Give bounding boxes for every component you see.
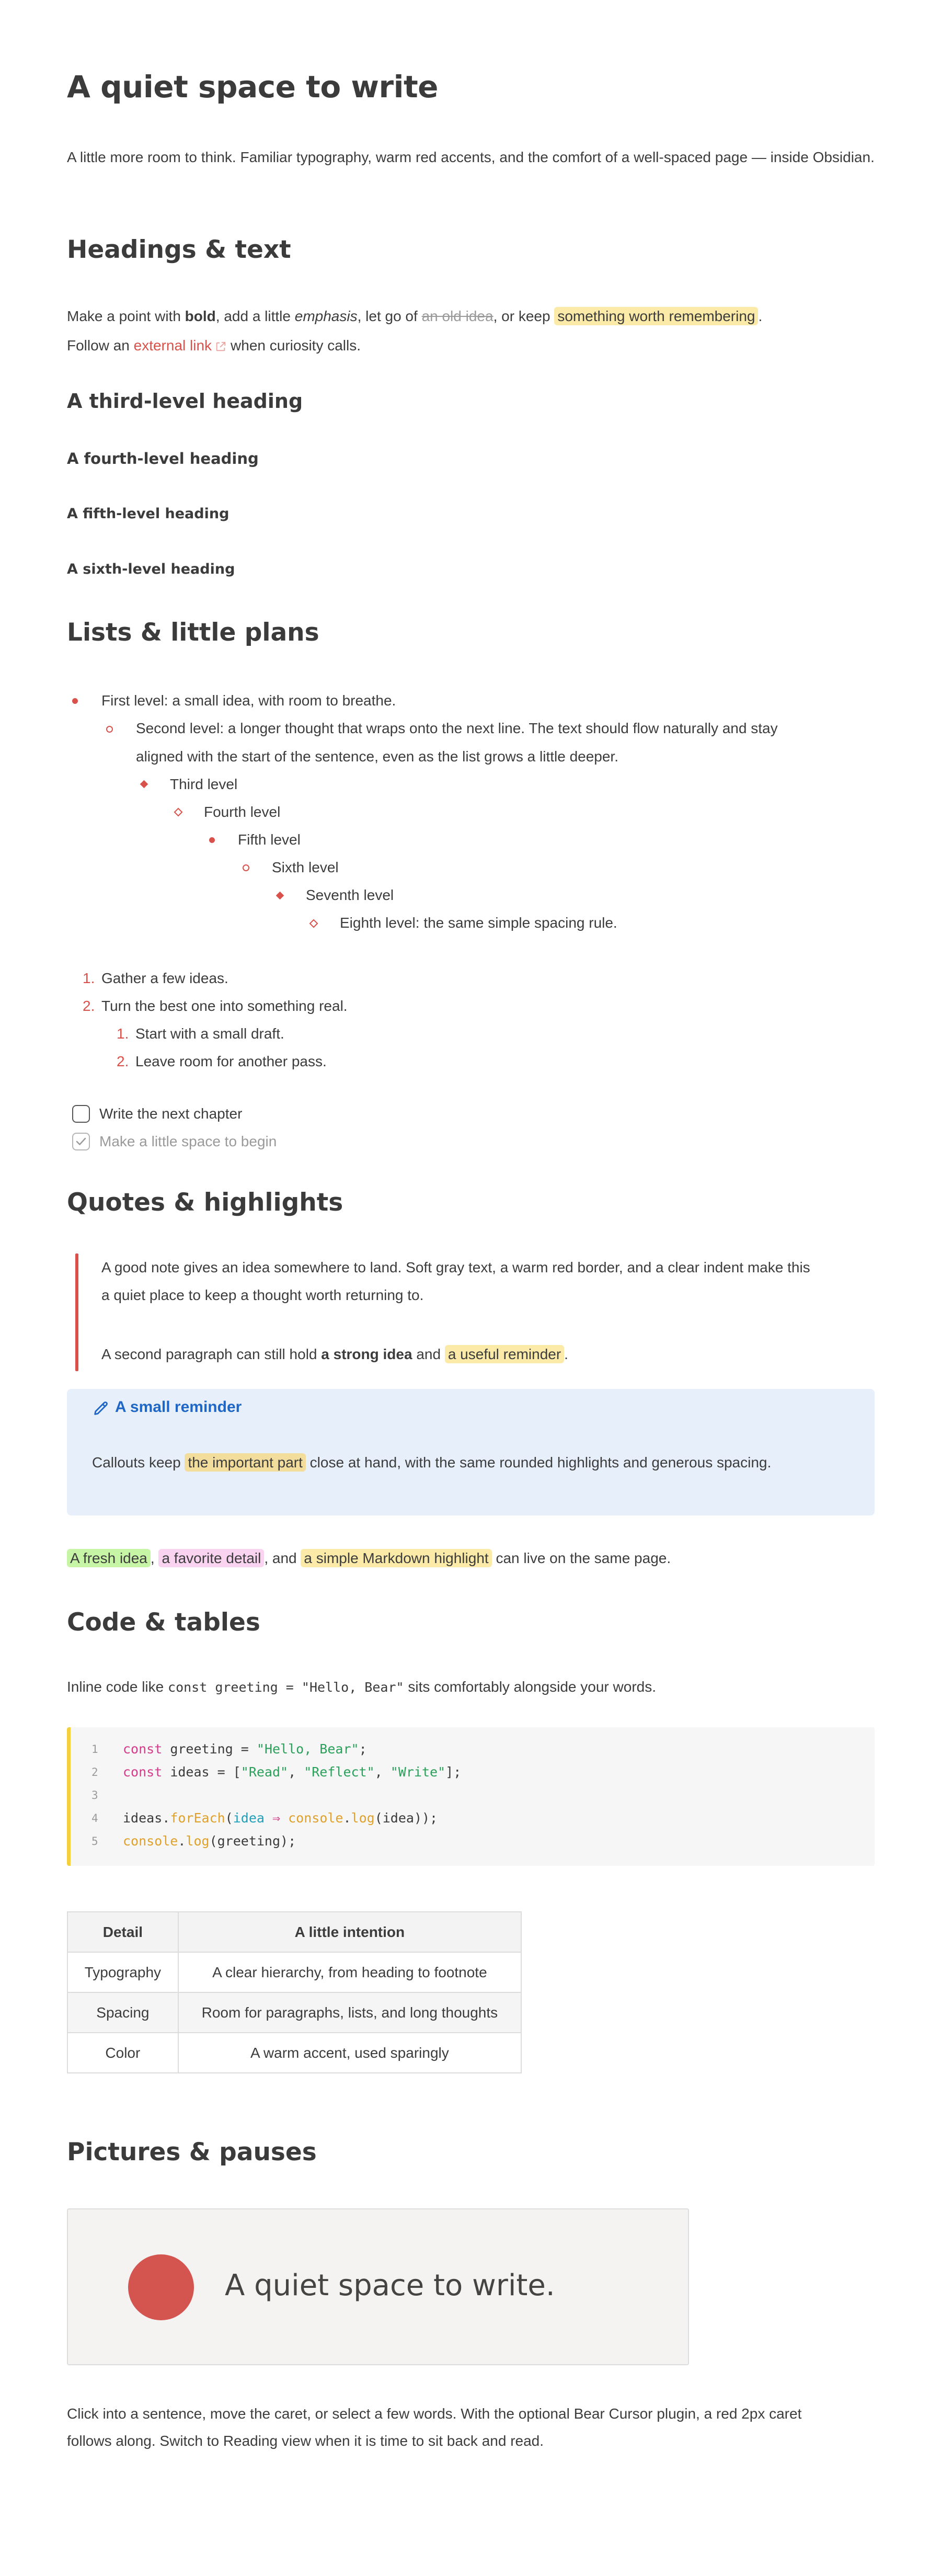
external-link-icon — [215, 341, 226, 352]
line-number: 3 — [91, 1789, 98, 1802]
text-run: can live on the same page. — [491, 1550, 671, 1566]
table-row — [67, 1992, 521, 2033]
code-keyword: const — [123, 1764, 163, 1780]
code-object: console — [123, 1833, 178, 1849]
text-run: , add a little — [215, 308, 295, 324]
callout — [67, 1389, 875, 1515]
section-heading-quotes: Quotes & highlights — [67, 1188, 343, 1217]
list-item: Fifth level — [238, 831, 301, 848]
red-circle-shape — [128, 2254, 194, 2320]
text-line: Click into a sentence, move the caret, or select a few words. With the optional Bear Cursor plugin, a red 2px caret — [67, 2406, 802, 2422]
highlight-yellow: a simple Markdown highlight — [301, 1549, 491, 1567]
list-item: Fourth level — [204, 804, 281, 820]
line-number: 4 — [91, 1812, 98, 1825]
page-title: A quiet space to write — [67, 69, 439, 105]
pencil-icon — [92, 1399, 110, 1417]
code-function: forEach — [170, 1810, 225, 1826]
table-cell: Spacing — [67, 1992, 178, 2033]
task-item-done: Make a little space to begin — [99, 1133, 277, 1149]
strikethrough-text: an old idea — [421, 308, 494, 324]
list-item: Second level: a longer thought that wraps onto the next line. The text should flow naturally and stay — [136, 720, 778, 736]
code-text: ideas. — [123, 1810, 170, 1826]
code-text: . — [343, 1810, 351, 1826]
inline-code-paragraph — [67, 1672, 875, 1702]
code-function: log — [186, 1833, 210, 1849]
bullet-level-2 — [106, 726, 113, 733]
code-text: , — [288, 1764, 304, 1780]
code-string: "Write" — [390, 1764, 446, 1780]
highlight-pink: a favorite detail — [158, 1549, 264, 1567]
inline-code: const greeting = "Hello, Bear" — [168, 1680, 404, 1695]
code-line-4 — [123, 1810, 438, 1826]
callout-title: A small reminder — [115, 1398, 242, 1416]
blockquote-border — [75, 1253, 78, 1371]
bold-text: bold — [185, 308, 216, 324]
table-header-cell: Detail — [67, 1912, 178, 1952]
text-run: Inline code like — [67, 1679, 168, 1695]
text-run: Make a point with — [67, 308, 185, 324]
text-run: A second paragraph can still hold — [101, 1346, 322, 1362]
code-function: log — [351, 1810, 375, 1826]
section-heading-pictures: Pictures & pauses — [67, 2138, 317, 2167]
list-item-continuation: aligned with the start of the sentence, even as the list grows a little deeper. — [136, 748, 618, 765]
highlight-text: something worth remembering — [554, 307, 758, 325]
text-line: follows along. Switch to Reading view when it is time to sit back and read. — [67, 2433, 544, 2449]
bullet-level-4 — [174, 808, 183, 817]
text-run: , and — [264, 1550, 301, 1566]
line-number: 5 — [91, 1835, 98, 1848]
quote-line: a quiet place to keep a thought worth returning to. — [101, 1287, 424, 1303]
bullet-level-8 — [309, 919, 318, 928]
section-heading-lists: Lists & little plans — [67, 618, 319, 647]
code-text: (idea)); — [374, 1810, 438, 1826]
code-keyword: const — [123, 1741, 163, 1757]
code-block[interactable] — [67, 1727, 875, 1866]
task-checkbox-unchecked[interactable] — [72, 1105, 90, 1123]
text-run: close at hand, with the same rounded highlights and generous spacing. — [305, 1454, 772, 1471]
task-item: Write the next chapter — [99, 1105, 243, 1122]
code-line-1 — [123, 1741, 367, 1757]
text-run: sits comfortably alongside your words. — [404, 1679, 656, 1695]
data-table — [67, 1911, 522, 2073]
text-run: Callouts keep — [92, 1454, 185, 1471]
text-run: , or keep — [493, 308, 555, 324]
highlight-text: the important part — [185, 1453, 305, 1472]
table-cell: A warm accent, used sparingly — [178, 2033, 521, 2073]
emphasis-text: emphasis — [294, 308, 358, 324]
code-text: greeting = — [162, 1741, 257, 1757]
list-number: 2. — [117, 1053, 129, 1069]
code-text: , — [374, 1764, 391, 1780]
bullet-level-6 — [243, 864, 249, 871]
code-string: "Reflect" — [304, 1764, 375, 1780]
list-item: Eighth level: the same simple spacing rule. — [340, 915, 617, 931]
list-number: 2. — [83, 998, 95, 1014]
ordered-item: Turn the best one into something real. — [101, 998, 348, 1014]
heading-level-3: A third-level heading — [67, 390, 303, 413]
callout-body — [92, 1448, 860, 1477]
section-heading-code: Code & tables — [67, 1608, 260, 1637]
code-text: (greeting); — [209, 1833, 296, 1849]
table-row — [67, 1952, 521, 1992]
text-run: Follow an — [67, 337, 134, 354]
image-caption-text: A quiet space to write. — [225, 2269, 555, 2303]
bullet-level-3 — [140, 780, 148, 789]
line-number: 1 — [91, 1743, 98, 1756]
external-link[interactable]: external link — [133, 337, 212, 354]
intro-paragraph: A little more room to think. Familiar typography, warm red accents, and the comfort of a well-spaced page — inside Obsidian. — [67, 149, 875, 165]
ordered-item: Leave room for another pass. — [135, 1053, 327, 1069]
code-param: idea — [233, 1810, 265, 1826]
code-line-5 — [123, 1833, 296, 1849]
code-line-2 — [123, 1764, 461, 1780]
blockquote-paragraph-2 — [101, 1340, 875, 1368]
bold-text: a strong idea — [321, 1346, 412, 1362]
table-cell: A clear hierarchy, from heading to footnote — [178, 1952, 521, 1992]
highlight-text: a useful reminder — [445, 1345, 564, 1363]
blockquote-paragraph-1 — [101, 1253, 875, 1309]
list-item: Seventh level — [306, 887, 394, 903]
heading-level-6: A sixth-level heading — [67, 561, 235, 577]
formatting-paragraph — [67, 302, 875, 360]
text-run: . — [564, 1346, 568, 1362]
table-header-row — [67, 1912, 521, 1952]
code-text: ideas = [ — [162, 1764, 241, 1780]
code-text: ]; — [445, 1764, 462, 1780]
code-text: ; — [359, 1741, 367, 1757]
bullet-level-1 — [72, 698, 78, 704]
bullet-level-7 — [276, 892, 284, 900]
code-operator: ⇒ — [264, 1810, 289, 1826]
list-number: 1. — [117, 1025, 129, 1042]
task-checkbox-checked[interactable] — [72, 1133, 90, 1150]
text-run: . — [758, 308, 763, 324]
table-cell: Color — [67, 2033, 178, 2073]
table-cell: Room for paragraphs, lists, and long thoughts — [178, 1992, 521, 2033]
text-run: when curiosity calls. — [231, 337, 361, 354]
section-heading-headings-text: Headings & text — [67, 235, 291, 264]
text-run: , — [150, 1550, 159, 1566]
table-header-cell: A little intention — [178, 1912, 521, 1952]
quote-line: A good note gives an idea somewhere to land. Soft gray text, a warm red border, and a clear indent make this — [101, 1259, 810, 1275]
heading-level-5: A fifth-level heading — [67, 506, 229, 522]
list-item: First level: a small idea, with room to breathe. — [101, 692, 396, 709]
bullet-level-5 — [209, 837, 215, 843]
code-object: console — [288, 1810, 343, 1826]
code-string: "Read" — [240, 1764, 289, 1780]
highlights-paragraph — [67, 1544, 875, 1573]
embedded-image[interactable] — [67, 2208, 689, 2365]
ordered-item: Start with a small draft. — [135, 1025, 284, 1042]
table-row — [67, 2033, 521, 2073]
line-number: 2 — [91, 1766, 98, 1779]
code-text: . — [178, 1833, 186, 1849]
list-item: Third level — [170, 776, 238, 792]
text-run: and — [412, 1346, 445, 1362]
code-string: "Hello, Bear" — [256, 1741, 359, 1757]
code-text: ( — [225, 1810, 233, 1826]
closing-paragraph — [67, 2400, 875, 2455]
table-cell: Typography — [67, 1952, 178, 1992]
text-run: , let go of — [357, 308, 422, 324]
ordered-item: Gather a few ideas. — [101, 970, 228, 986]
list-number: 1. — [83, 970, 95, 986]
heading-level-4: A fourth-level heading — [67, 450, 259, 468]
list-item: Sixth level — [272, 859, 339, 875]
check-icon — [73, 1134, 89, 1149]
highlight-green: A fresh idea — [67, 1549, 151, 1567]
